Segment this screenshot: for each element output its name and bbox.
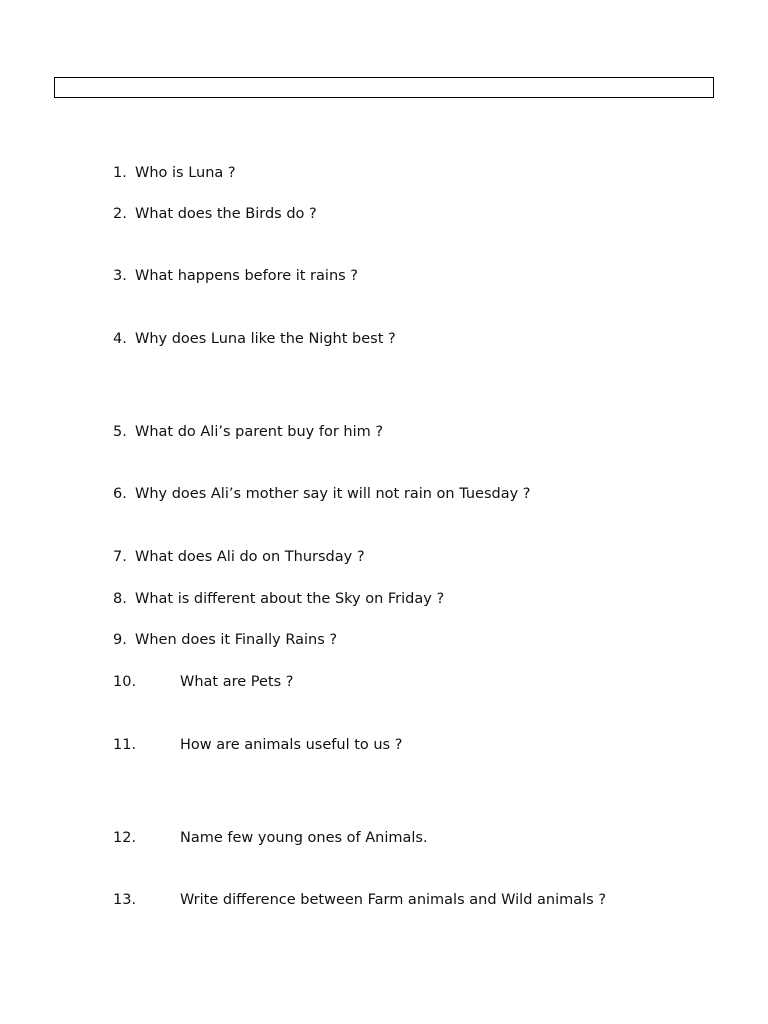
- question-number: 1.: [113, 165, 127, 181]
- question-text: When does it Finally Rains ?: [135, 632, 338, 648]
- question-text: What happens before it rains ?: [135, 268, 358, 284]
- question-number: 7.: [113, 549, 127, 565]
- question-text: Why does Ali’s mother say it will not rain on Tuesday ?: [135, 486, 531, 502]
- question-number: 11.: [113, 737, 137, 753]
- question-text: What does the Birds do ?: [135, 206, 317, 222]
- question-number: 9.: [113, 632, 127, 648]
- question-text: Name few young ones of Animals.: [180, 830, 428, 846]
- question-text: What are Pets ?: [180, 674, 294, 690]
- question-text: Write difference between Farm animals and Wild animals ?: [180, 892, 607, 908]
- question-number: 2.: [113, 206, 127, 222]
- question-text: Who is Luna ?: [135, 165, 236, 181]
- question-text: Why does Luna like the Night best ?: [135, 331, 396, 347]
- question-number: 12.: [113, 830, 137, 846]
- question-text: What is different about the Sky on Friday ?: [135, 591, 445, 607]
- question-number: 3.: [113, 268, 127, 284]
- question-number: 6.: [113, 486, 127, 502]
- question-number: 4.: [113, 331, 127, 347]
- question-text: What does Ali do on Thursday ?: [135, 549, 365, 565]
- question-number: 13.: [113, 892, 137, 908]
- question-text: What do Ali’s parent buy for him ?: [135, 424, 384, 440]
- question-number: 8.: [113, 591, 127, 607]
- question-number: 5.: [113, 424, 127, 440]
- question-text: How are animals useful to us ?: [180, 737, 403, 753]
- title-box: [54, 77, 714, 98]
- question-number: 10.: [113, 674, 137, 690]
